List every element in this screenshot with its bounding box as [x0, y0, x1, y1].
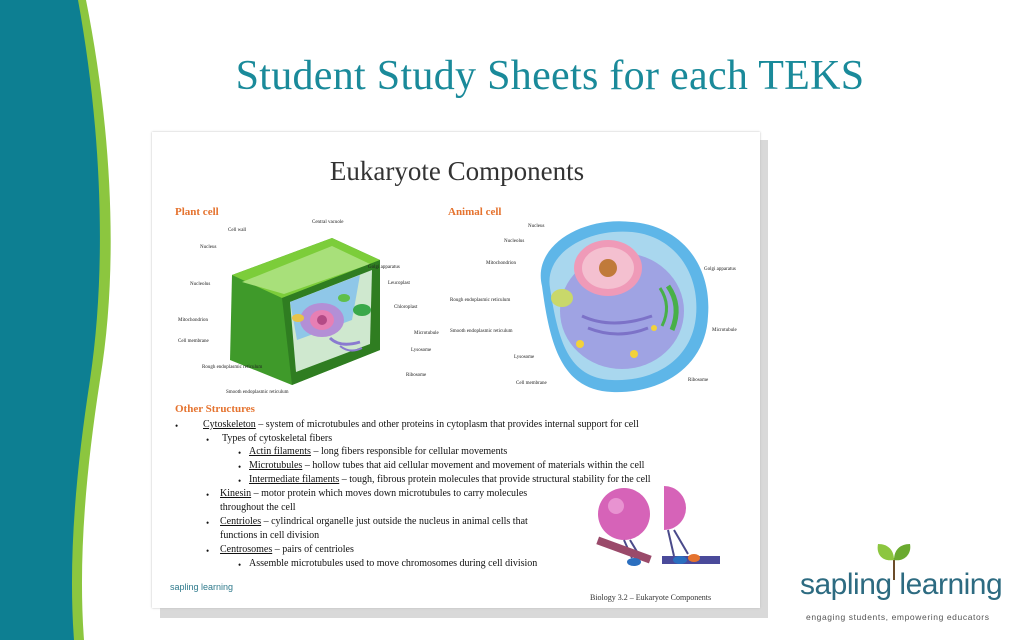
bullet: • — [238, 448, 242, 458]
plant-label: Rough endoplasmic reticulum — [202, 365, 263, 370]
animal-label: Smooth endoplasmic reticulum — [450, 329, 513, 334]
bullet: • — [206, 435, 210, 445]
slide-title: Student Study Sheets for each TEKS — [235, 53, 865, 99]
animal-label: Cell membrane — [516, 381, 547, 386]
term: Centrioles — [220, 516, 262, 527]
animal-label: Nucleolus — [504, 239, 525, 244]
bullet: • — [238, 462, 242, 472]
term: Intermediate filaments — [249, 474, 340, 485]
bullet: • — [206, 546, 210, 556]
document-title: Eukaryote Components — [329, 156, 585, 186]
document-footer: Biology 3.2 – Eukaryote Components — [590, 593, 712, 602]
definition: – long fibers responsible for cellular movements — [310, 446, 508, 457]
kinesin-line — [220, 488, 527, 499]
term: Kinesin — [220, 488, 252, 499]
actin-line — [249, 446, 507, 457]
bullet: • — [238, 560, 242, 570]
document-logo: sapling learning — [170, 582, 234, 592]
plant-label: Mitochondrion — [178, 318, 208, 323]
plant-label: Chloroplast — [394, 305, 418, 310]
bullet: • — [175, 421, 179, 431]
definition: – cylindrical organelle just outside the nucleus in animal cells that — [261, 516, 528, 527]
centrioles-line-2: functions in cell division — [220, 530, 320, 541]
animal-label: Ribosome — [688, 378, 709, 383]
animal-cell-diagram — [522, 216, 712, 396]
bullet: • — [206, 518, 210, 528]
plant-label: Smooth endoplasmic reticulum — [226, 390, 289, 395]
plant-label: Lysosome — [411, 348, 432, 353]
definition: – motor protein which moves down microtubules to carry molecules — [251, 488, 528, 499]
decorative-side-band — [0, 0, 140, 640]
cytoskeleton-line — [203, 419, 639, 430]
definition: – tough, fibrous protein molecules that provide structural stability for the cell — [339, 474, 651, 485]
intermediate-line — [249, 474, 651, 485]
bullet: • — [206, 490, 210, 500]
centrosomes-line — [220, 544, 354, 555]
plant-label: Cell wall — [228, 228, 247, 233]
microtubules-line — [249, 460, 644, 471]
animal-label: Microtubule — [712, 328, 737, 333]
brand-learning: learning — [899, 568, 1003, 601]
definition: – pairs of centrioles — [272, 544, 354, 555]
bullet: • — [238, 476, 242, 486]
term: Centrosomes — [220, 544, 273, 555]
plant-label: Nucleus — [200, 245, 217, 250]
term: Microtubules — [249, 460, 303, 471]
study-sheet-document — [152, 132, 760, 608]
animal-cell-heading: Animal cell — [448, 206, 502, 218]
animal-label: Nucleus — [528, 224, 545, 229]
plant-label: Microtubule — [414, 331, 439, 336]
plant-cell-heading: Plant cell — [175, 206, 219, 218]
plant-label: Nucleolus — [190, 282, 211, 287]
plant-label: Central vacuole — [312, 220, 344, 225]
animal-label: Lysosome — [514, 355, 535, 360]
term: Actin filaments — [249, 446, 311, 457]
animal-label: Mitochondrion — [486, 261, 516, 266]
other-structures-heading: Other Structures — [175, 403, 255, 415]
definition: – system of microtubules and other proteins in cytoplasm that provides internal support for cell — [255, 419, 639, 430]
plant-label: Leucoplast — [388, 281, 410, 286]
assemble-line: Assemble microtubules used to move chromosomes during cell division — [249, 558, 538, 569]
kinesin-illustration — [594, 484, 724, 574]
centrioles-line — [220, 516, 528, 527]
types-line: Types of cytoskeletal fibers — [222, 433, 333, 444]
brand-wordmark — [800, 568, 1002, 602]
kinesin-line-2: throughout the cell — [220, 502, 296, 513]
animal-label: Golgi apparatus — [704, 267, 736, 272]
brand-sapling: sapling — [800, 568, 892, 601]
plant-label: Ribosome — [406, 373, 427, 378]
definition: – hollow tubes that aid cellular movement and movement of materials within the cell — [302, 460, 645, 471]
plant-label: Golgi apparatus — [368, 265, 400, 270]
animal-label: Rough endoplasmic reticulum — [450, 298, 511, 303]
term: Cytoskeleton — [203, 419, 256, 430]
brand-tagline: engaging students, empowering educators — [806, 612, 990, 622]
plant-label: Cell membrane — [178, 339, 209, 344]
